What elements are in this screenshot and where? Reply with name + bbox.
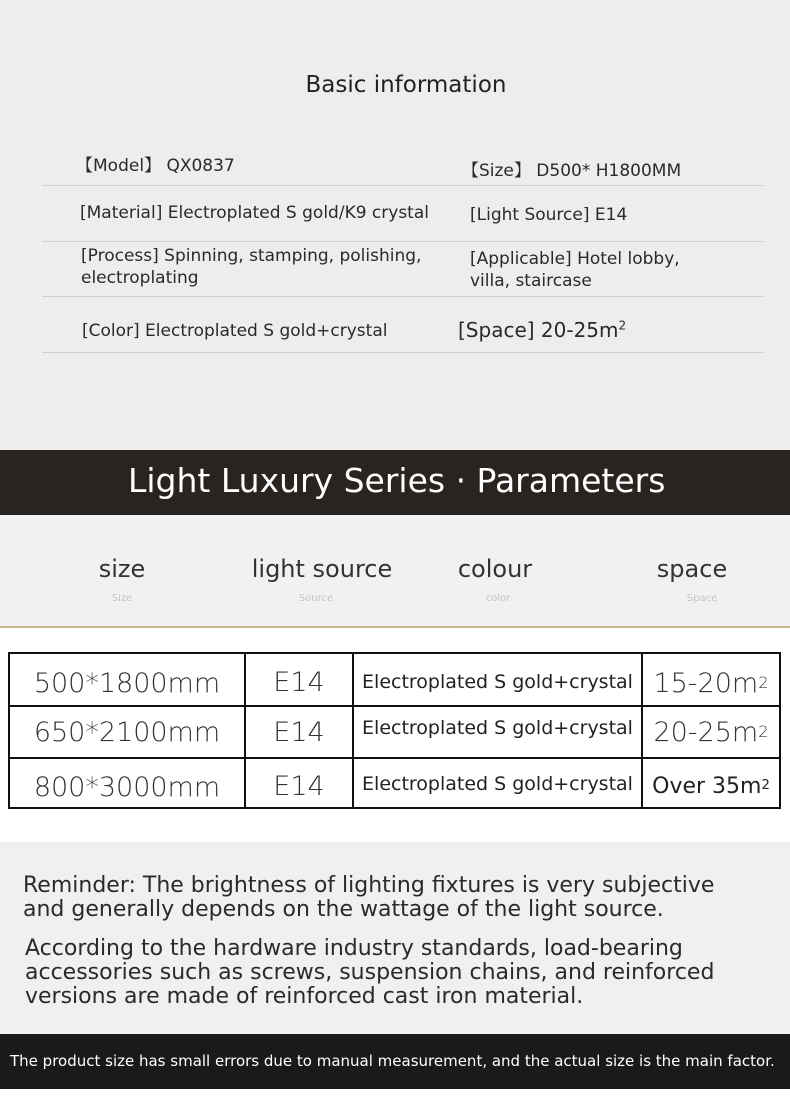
column-header-colour: colour [457, 555, 533, 583]
color-field: [Color] Electroplated S gold+crystal [82, 321, 388, 341]
table-cell-space: 20-25m 2 [653, 716, 769, 748]
reminder-line: Reminder: The brightness of lighting fixtures is very subjective [23, 873, 715, 898]
size-field: 【Size】 D500* H1800MM [462, 161, 682, 181]
basic-info-title: Basic information [305, 72, 507, 98]
reminder-line: According to the hardware industry standards, load-bearing [25, 936, 683, 961]
table-cell-size: 800*3000mm [33, 771, 221, 803]
space-field [458, 319, 626, 341]
light-source-field: [Light Source] E14 [470, 205, 628, 225]
column-header-space: space [656, 555, 728, 583]
applicable-field-line1: [Applicable] Hotel lobby, [470, 249, 680, 269]
footer-note: The product size has small errors due to manual measurement, and the actual size is the main factor. [10, 1052, 775, 1070]
table-border [779, 652, 781, 809]
process-field-line2: electroplating [81, 268, 199, 288]
column-header-size: size [98, 555, 146, 583]
space-field-sup: 2 [618, 318, 627, 333]
table-cell-colour: Electroplated S gold+crystal [362, 773, 633, 795]
model-field: 【Model】 QX0837 [76, 156, 235, 176]
table-cell-space: 15-20m 2 [653, 667, 769, 699]
info-divider [42, 352, 764, 353]
info-divider [42, 185, 764, 186]
column-subheader-light-source: Source [298, 593, 334, 604]
info-divider [42, 241, 764, 242]
applicable-field-line2: villa, staircase [470, 271, 592, 291]
column-header-light-source: light source [251, 555, 393, 583]
table-cell-space-text: Over 35m [652, 773, 762, 799]
series-title: Light Luxury Series · Parameters [128, 461, 666, 500]
table-cell-source: E14 [273, 716, 325, 748]
column-subheader-space: Space [686, 593, 718, 604]
table-cell-size: 650*2100mm [33, 716, 221, 748]
gold-divider [0, 626, 790, 628]
column-subheader-size: Size [111, 593, 133, 604]
table-cell-colour: Electroplated S gold+crystal [362, 717, 633, 739]
table-cell-size: 500*1800mm [33, 667, 221, 699]
table-cell-space-text: 20-25m [653, 716, 759, 748]
table-cell-colour: Electroplated S gold+crystal [362, 671, 633, 693]
info-divider [42, 296, 764, 297]
reminder-line: and generally depends on the wattage of the light source. [23, 897, 664, 922]
process-field-line1: [Process] Spinning, stamping, polishing, [81, 246, 422, 266]
column-subheader-colour: color [485, 593, 511, 604]
material-field: [Material] Electroplated S gold/K9 crystal [80, 203, 429, 223]
space-field-text: [Space] 20-25m [458, 318, 619, 342]
basic-info-section [0, 0, 790, 450]
reminder-line: accessories such as screws, suspension chains, and reinforced [25, 960, 715, 985]
parameter-table [8, 652, 781, 809]
table-cell-source: E14 [273, 770, 325, 802]
table-cell-space-text: 15-20m [653, 667, 759, 699]
table-cell-space: Over 35m 2 [652, 773, 770, 799]
reminder-line: versions are made of reinforced cast iron material. [25, 984, 584, 1009]
table-cell-source: E14 [273, 666, 325, 698]
